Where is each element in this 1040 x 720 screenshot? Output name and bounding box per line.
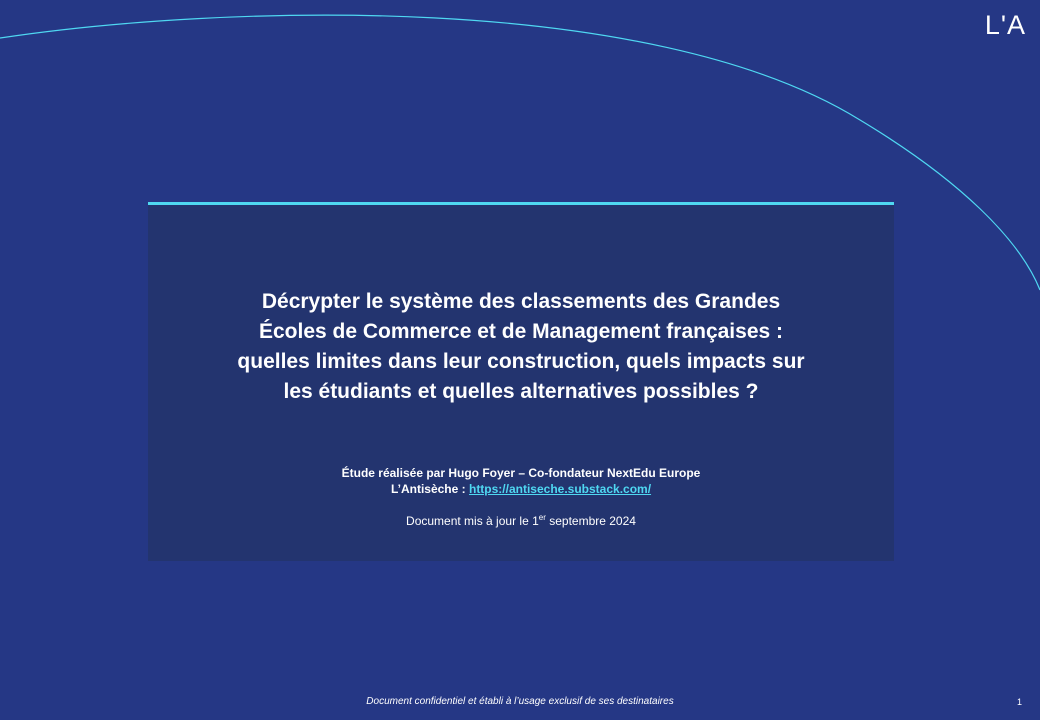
source-label: L’Antisèche : xyxy=(390,482,466,496)
update-suffix: septembre 2024 xyxy=(545,514,636,528)
update-superscript: er xyxy=(538,513,546,522)
update-prefix: Document mis à jour le 1 xyxy=(406,514,539,528)
author-line: Étude réalisée par Hugo Foyer – Co-fondateur NextEdu Europe xyxy=(341,466,701,480)
source-link[interactable]: https://antiseche.substack.com/ xyxy=(468,482,652,496)
confidentiality-footer: Document confidentiel et établi à l’usage exclusif de ses destinataires xyxy=(366,696,674,707)
source-line xyxy=(148,481,894,497)
title-line: quelles limites dans leur construction, quels impacts sur xyxy=(237,350,805,373)
title-line: les étudiants et quelles alternatives possibles ? xyxy=(283,380,759,403)
document-title xyxy=(148,287,894,407)
brand-logo: L'A xyxy=(984,10,1026,40)
title-line: Écoles de Commerce et de Management françaises : xyxy=(258,320,784,343)
update-date xyxy=(148,513,894,528)
author-block xyxy=(148,465,894,497)
page-number: 1 xyxy=(1016,697,1022,707)
title-panel xyxy=(148,202,894,561)
title-line: Décrypter le système des classements des Grandes xyxy=(261,290,781,313)
